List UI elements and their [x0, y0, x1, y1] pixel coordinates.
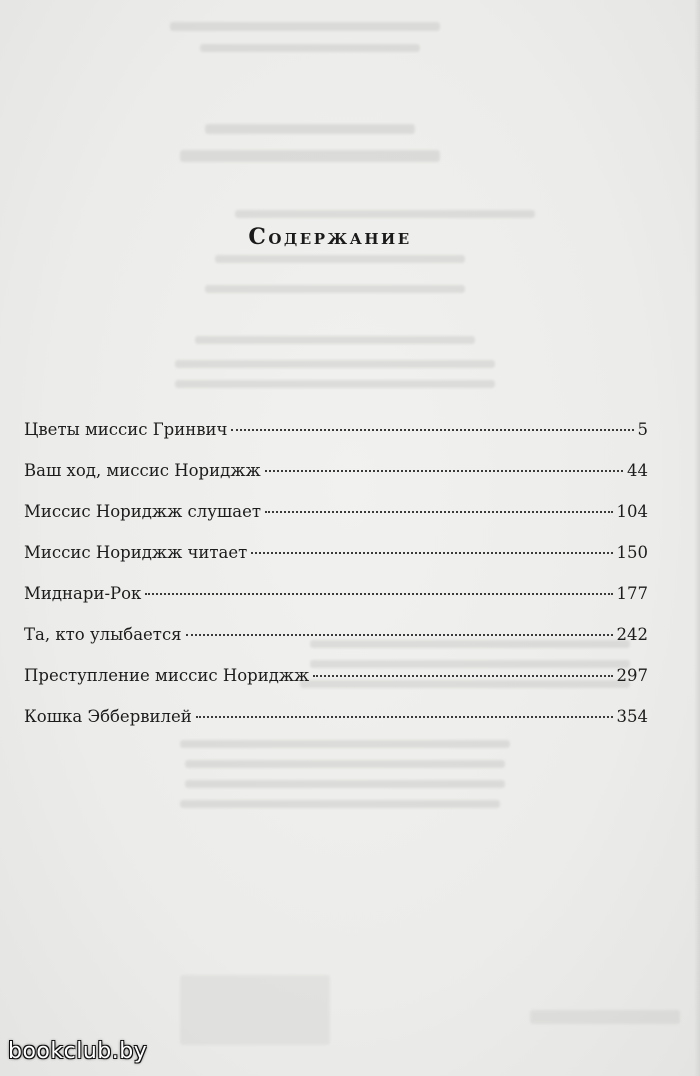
bleed-through-line	[180, 150, 440, 162]
toc-entry-page-number: 5	[637, 420, 648, 439]
toc-entry-page-number: 354	[616, 707, 648, 726]
toc-dot-leader	[313, 675, 612, 677]
bleed-through-barcode	[180, 975, 330, 1045]
bleed-through-line	[205, 124, 415, 134]
bleed-through-line	[175, 360, 495, 368]
bleed-through-line	[530, 1010, 680, 1024]
toc-entry-page-number: 44	[627, 461, 648, 480]
toc-dot-leader	[196, 716, 613, 718]
bleed-through-line	[215, 255, 465, 263]
bleed-through-line	[175, 380, 495, 388]
toc-entry	[24, 502, 648, 543]
page-edge-shadow	[694, 0, 700, 1076]
toc-entry-title: Ваш ход, миссис Нориджж	[24, 461, 261, 480]
toc-entry	[24, 707, 648, 748]
toc-entry-page-number: 177	[616, 584, 648, 603]
bleed-through-line	[180, 800, 500, 808]
toc-entry	[24, 584, 648, 625]
toc-entry-title: Та, кто улыбается	[24, 625, 182, 644]
bleed-through-line	[195, 336, 475, 344]
toc-entry-page-number: 297	[616, 666, 648, 685]
toc-entry-title: Преступление миссис Нориджж	[24, 666, 310, 685]
toc-dot-leader	[251, 552, 612, 554]
toc-dot-leader	[145, 593, 612, 595]
toc-entry-title: Миднари-Рок	[24, 584, 142, 603]
toc-entry	[24, 420, 648, 461]
bleed-through-line	[170, 22, 440, 31]
bleed-through-line	[185, 760, 505, 768]
toc-entry-page-number: 242	[616, 625, 648, 644]
table-of-contents	[24, 420, 648, 748]
toc-entry-page-number: 104	[616, 502, 648, 521]
toc-entry	[24, 666, 648, 707]
toc-entry	[24, 625, 648, 666]
bleed-through-line	[235, 210, 535, 218]
toc-dot-leader	[231, 429, 633, 431]
bleed-through-line	[205, 285, 465, 293]
toc-entry-title: Миссис Нориджж читает	[24, 543, 248, 562]
toc-dot-leader	[186, 634, 613, 636]
toc-dot-leader	[265, 511, 612, 513]
bleed-through-line	[200, 44, 420, 52]
toc-entry-title: Миссис Нориджж слушает	[24, 502, 262, 521]
site-watermark: bookclub.by	[8, 1039, 148, 1064]
toc-dot-leader	[265, 470, 623, 472]
toc-entry-title: Цветы миссис Гринвич	[24, 420, 228, 439]
toc-entry-page-number: 150	[616, 543, 648, 562]
toc-entry	[24, 543, 648, 584]
toc-entry	[24, 461, 648, 502]
page-heading: Содержание	[248, 224, 412, 250]
toc-entry-title: Кошка Эббервилей	[24, 707, 192, 726]
bleed-through-line	[185, 780, 505, 788]
